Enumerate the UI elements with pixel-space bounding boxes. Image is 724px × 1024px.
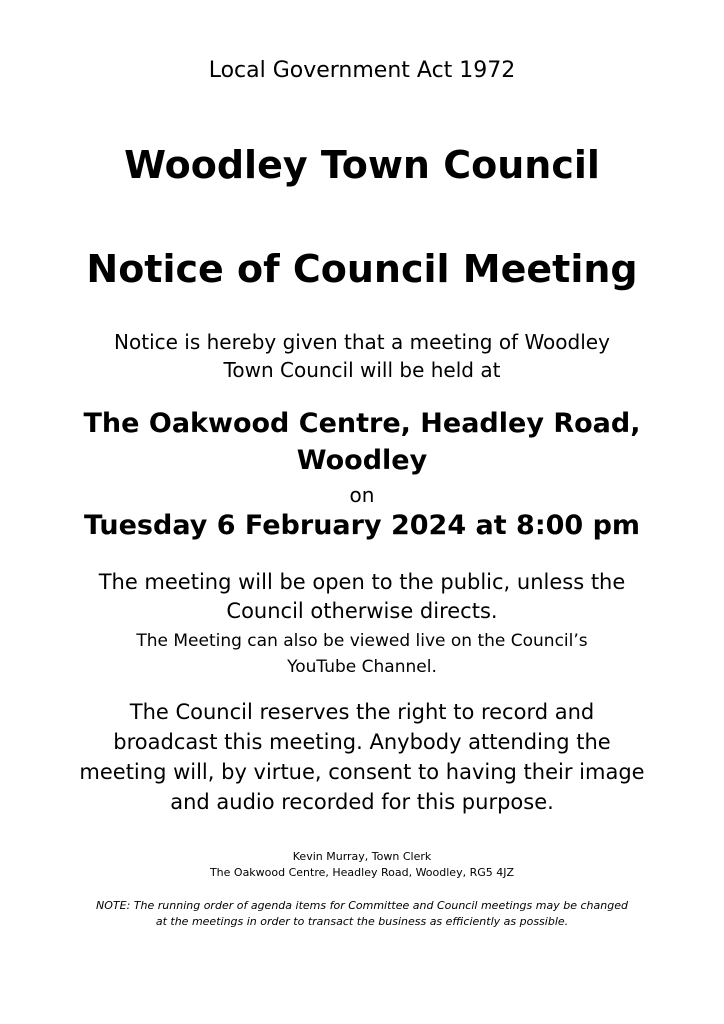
signatory-block: [0, 849, 724, 881]
venue-line: Woodley: [296, 445, 428, 476]
venue: [0, 405, 724, 479]
recording-paragraph: [0, 697, 724, 817]
note-line: NOTE: The running order of agenda items for Committee and Council meetings may be changed: [96, 899, 628, 912]
recording-line: and audio recorded for this purpose.: [170, 790, 554, 814]
agenda-note: [0, 898, 724, 930]
youtube-paragraph: [0, 628, 724, 680]
signatory-name: Kevin Murray, Town Clerk: [292, 850, 432, 863]
youtube-line: YouTube Channel.: [287, 657, 437, 677]
intro-line: Notice is hereby given that a meeting of Woodley: [114, 330, 610, 354]
recording-line: The Council reserves the right to record and: [129, 700, 595, 724]
public-access-line: Council otherwise directs.: [226, 599, 498, 623]
public-access-line: The meeting will be open to the public, unless the: [98, 570, 626, 594]
council-name-heading: Woodley Town Council: [124, 143, 600, 187]
youtube-line: The Meeting can also be viewed live on the Council’s: [136, 631, 588, 651]
meeting-datetime: Tuesday 6 February 2024 at 8:00 pm: [83, 510, 641, 541]
recording-line: meeting will, by virtue, consent to having their image: [79, 760, 645, 784]
intro-paragraph: [0, 328, 724, 384]
recording-line: broadcast this meeting. Anybody attending the: [113, 730, 611, 754]
signatory-address: The Oakwood Centre, Headley Road, Woodley, RG5 4JZ: [209, 866, 515, 879]
note-line: at the meetings in order to transact the business as efficiently as possible.: [155, 915, 569, 928]
public-access-paragraph: [0, 568, 724, 626]
venue-line: The Oakwood Centre, Headley Road,: [83, 408, 641, 439]
notice-title-heading: Notice of Council Meeting: [86, 247, 638, 291]
on-text: on: [349, 483, 375, 507]
intro-line: Town Council will be held at: [223, 358, 501, 382]
act-reference: Local Government Act 1972: [208, 58, 516, 83]
